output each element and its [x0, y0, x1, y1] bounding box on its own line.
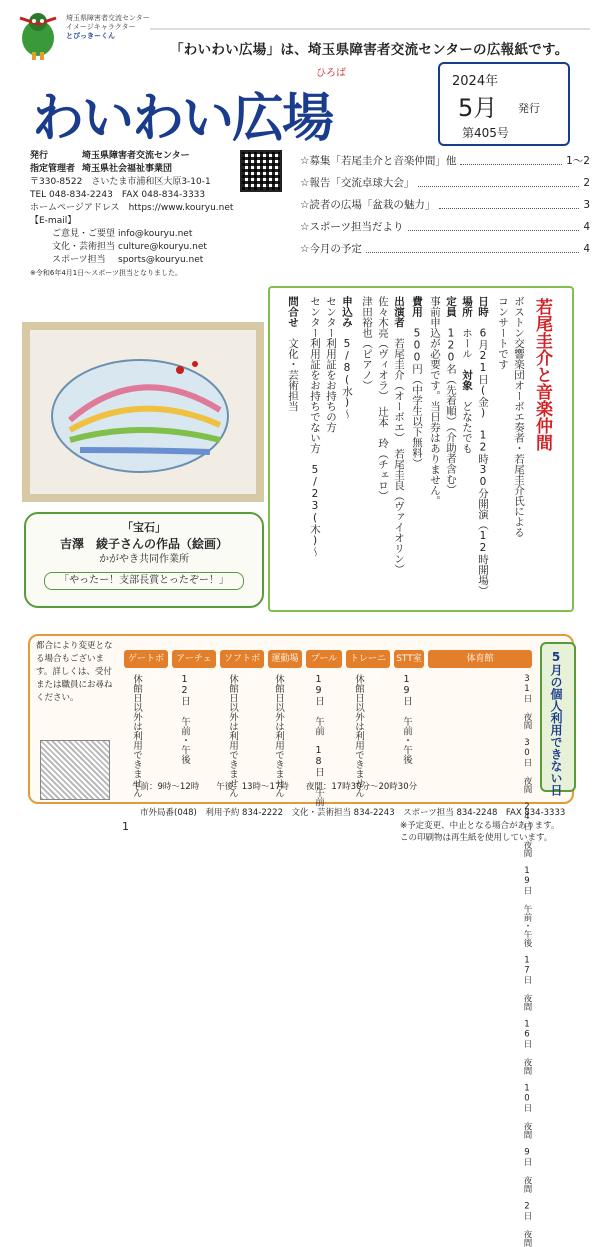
- event-row: 日時 6月21日(金) 12時30分開演（12時開場）: [477, 296, 489, 596]
- issue-pub-label: 発行: [518, 102, 540, 115]
- issue-month: 5月: [458, 94, 498, 122]
- page-number: 1: [122, 820, 129, 833]
- event-row: 問合せ 文化・芸術担当: [287, 296, 299, 412]
- schedule-header: STT室: [394, 650, 424, 668]
- schedule-cell: 31日 夜間 30日 夜間 24日 夜間 19日 午前・午後 17日 夜間 16日 夜間 10日 夜間 9日 夜間 2日 夜間: [522, 674, 532, 1247]
- event-subtitle-2: コンサートです: [497, 296, 509, 370]
- email-link[interactable]: culture@kouryu.net: [118, 242, 207, 252]
- issue-number: 第405号: [462, 126, 509, 140]
- schedule-cell: 休館日以外は利用できません: [227, 674, 238, 798]
- artwork-caption: 「宝石」 吉澤 綾子さんの作品（絵画） かがやき共同作業所 「やったー！支部長賞とったぞー！」: [24, 512, 264, 608]
- time-legend: 午前：9時～12時 午後：13時～17時 夜間：17時30分～20時30分: [132, 782, 418, 792]
- schedule-header: 体育館: [428, 650, 532, 668]
- schedule-cell: 19日 午前・午後: [401, 674, 412, 764]
- schedule-cell: 休館日以外は利用できません: [353, 674, 364, 798]
- schedule-cell: 休館日以外は利用できません: [273, 674, 284, 798]
- event-row: 費用 500円（中学生以下無料）: [411, 296, 423, 469]
- footer-contacts: 市外局番(048) 利用予約 834-2222 文化・芸術担当 834-2243 スポーツ担当 834-2248 FAX 834-3333: [140, 808, 566, 818]
- table-of-contents: [300, 150, 590, 260]
- schedule-header: 運動場: [268, 650, 302, 668]
- unavailable-days-title: 5月の個人利用できない日: [549, 650, 563, 796]
- schedule-header: トレーニング室: [346, 650, 390, 668]
- schedule-header: ソフトボール場: [220, 650, 264, 668]
- toc-item[interactable]: ☆読者の広場「盆栽の魅力」 3: [300, 194, 590, 216]
- event-row: 佐々木亮（ヴィオラ） 辻本 玲（チェロ）: [377, 296, 389, 501]
- event-subtitle: ボストン交響楽団オーボエ奏者・若尾圭介氏による: [513, 296, 525, 538]
- email-link[interactable]: info@kouryu.net: [118, 229, 193, 239]
- toc-item[interactable]: ☆報告「交流卓球大会」 2: [300, 172, 590, 194]
- schedule-header: アーチェリー場: [172, 650, 216, 668]
- schedule-cell: 19日 午前 18日 午前: [313, 674, 324, 807]
- schedule-cell: 12日 午前・午後: [179, 674, 190, 764]
- event-title: 若尾圭介と音楽仲間: [532, 298, 552, 451]
- event-row: センター利用証をお持ちでない方 5/23(木)～: [309, 296, 321, 557]
- header-rule: [150, 28, 590, 30]
- event-row: 申込み 5/8(水)～: [341, 296, 353, 419]
- qr-code[interactable]: [40, 740, 110, 800]
- schedule-header: ゲートボール場: [124, 650, 168, 668]
- title-ruby: ひろば: [316, 68, 346, 79]
- event-row: 定員 120名（先着順）（介助者含む）: [445, 296, 457, 495]
- schedule-header: プール: [306, 650, 342, 668]
- toc-item[interactable]: ☆今月の予定 4: [300, 238, 590, 260]
- footer-notes: ※予定変更、中止となる場合があります。 この印刷物は再生紙を使用しています。: [400, 821, 560, 843]
- event-row: 津田裕也（ピアノ）: [361, 296, 373, 391]
- artwork-image: [22, 322, 264, 502]
- org-label: 埼玉県障害者交流センター イメージキャラクター とぴっきーくん: [66, 14, 150, 40]
- event-row: 場所 ホール 対象 どなたでも: [461, 296, 473, 454]
- issue-year: 2024年: [452, 74, 499, 89]
- qr-code[interactable]: [240, 150, 282, 192]
- homepage-link[interactable]: https://www.kouryu.net: [128, 203, 234, 213]
- event-row: 事前申込が必要です。当日券はありません。: [429, 296, 441, 506]
- event-row: センター利用証をお持ちの方: [325, 296, 337, 433]
- toc-item[interactable]: ☆募集「若尾圭介と音楽仲間」他 1～2: [300, 150, 590, 172]
- schedule-cell: 休館日以外は利用できません: [131, 674, 142, 798]
- publisher-info: 発行 埼玉県障害者交流センター 指定管理者 埼玉県社会福祉事業団 〒330-8522 さいたま市浦和区大原3-10-1 TEL 048-834-2243 FAX 048-834-3333 ホームページアドレス https://www.kouryu.net 【E-mail】 ご意見・ご要望 info@kouryu.net 文化・芸術担当 culture@kouryu.net スポーツ担当 sports@kouryu.net ※令和6年4月1日～スポーツ担当となりました。: [30, 151, 234, 277]
- email-link[interactable]: sports@kouryu.net: [118, 255, 204, 265]
- character-logo: [14, 8, 62, 60]
- toc-item[interactable]: ☆スポーツ担当だより 4: [300, 216, 590, 238]
- page-title: わいわい広場: [32, 89, 333, 149]
- schedule-note: 都合により変更となる場合もございます。詳しくは、受付または職員にお尋ねください。: [36, 641, 113, 703]
- event-row: 出演者 若尾圭介（オーボエ） 若尾圭良（ヴァイオリン）: [393, 296, 405, 575]
- tagline: 「わいわい広場」は、埼玉県障害者交流センターの広報紙です。: [170, 42, 569, 58]
